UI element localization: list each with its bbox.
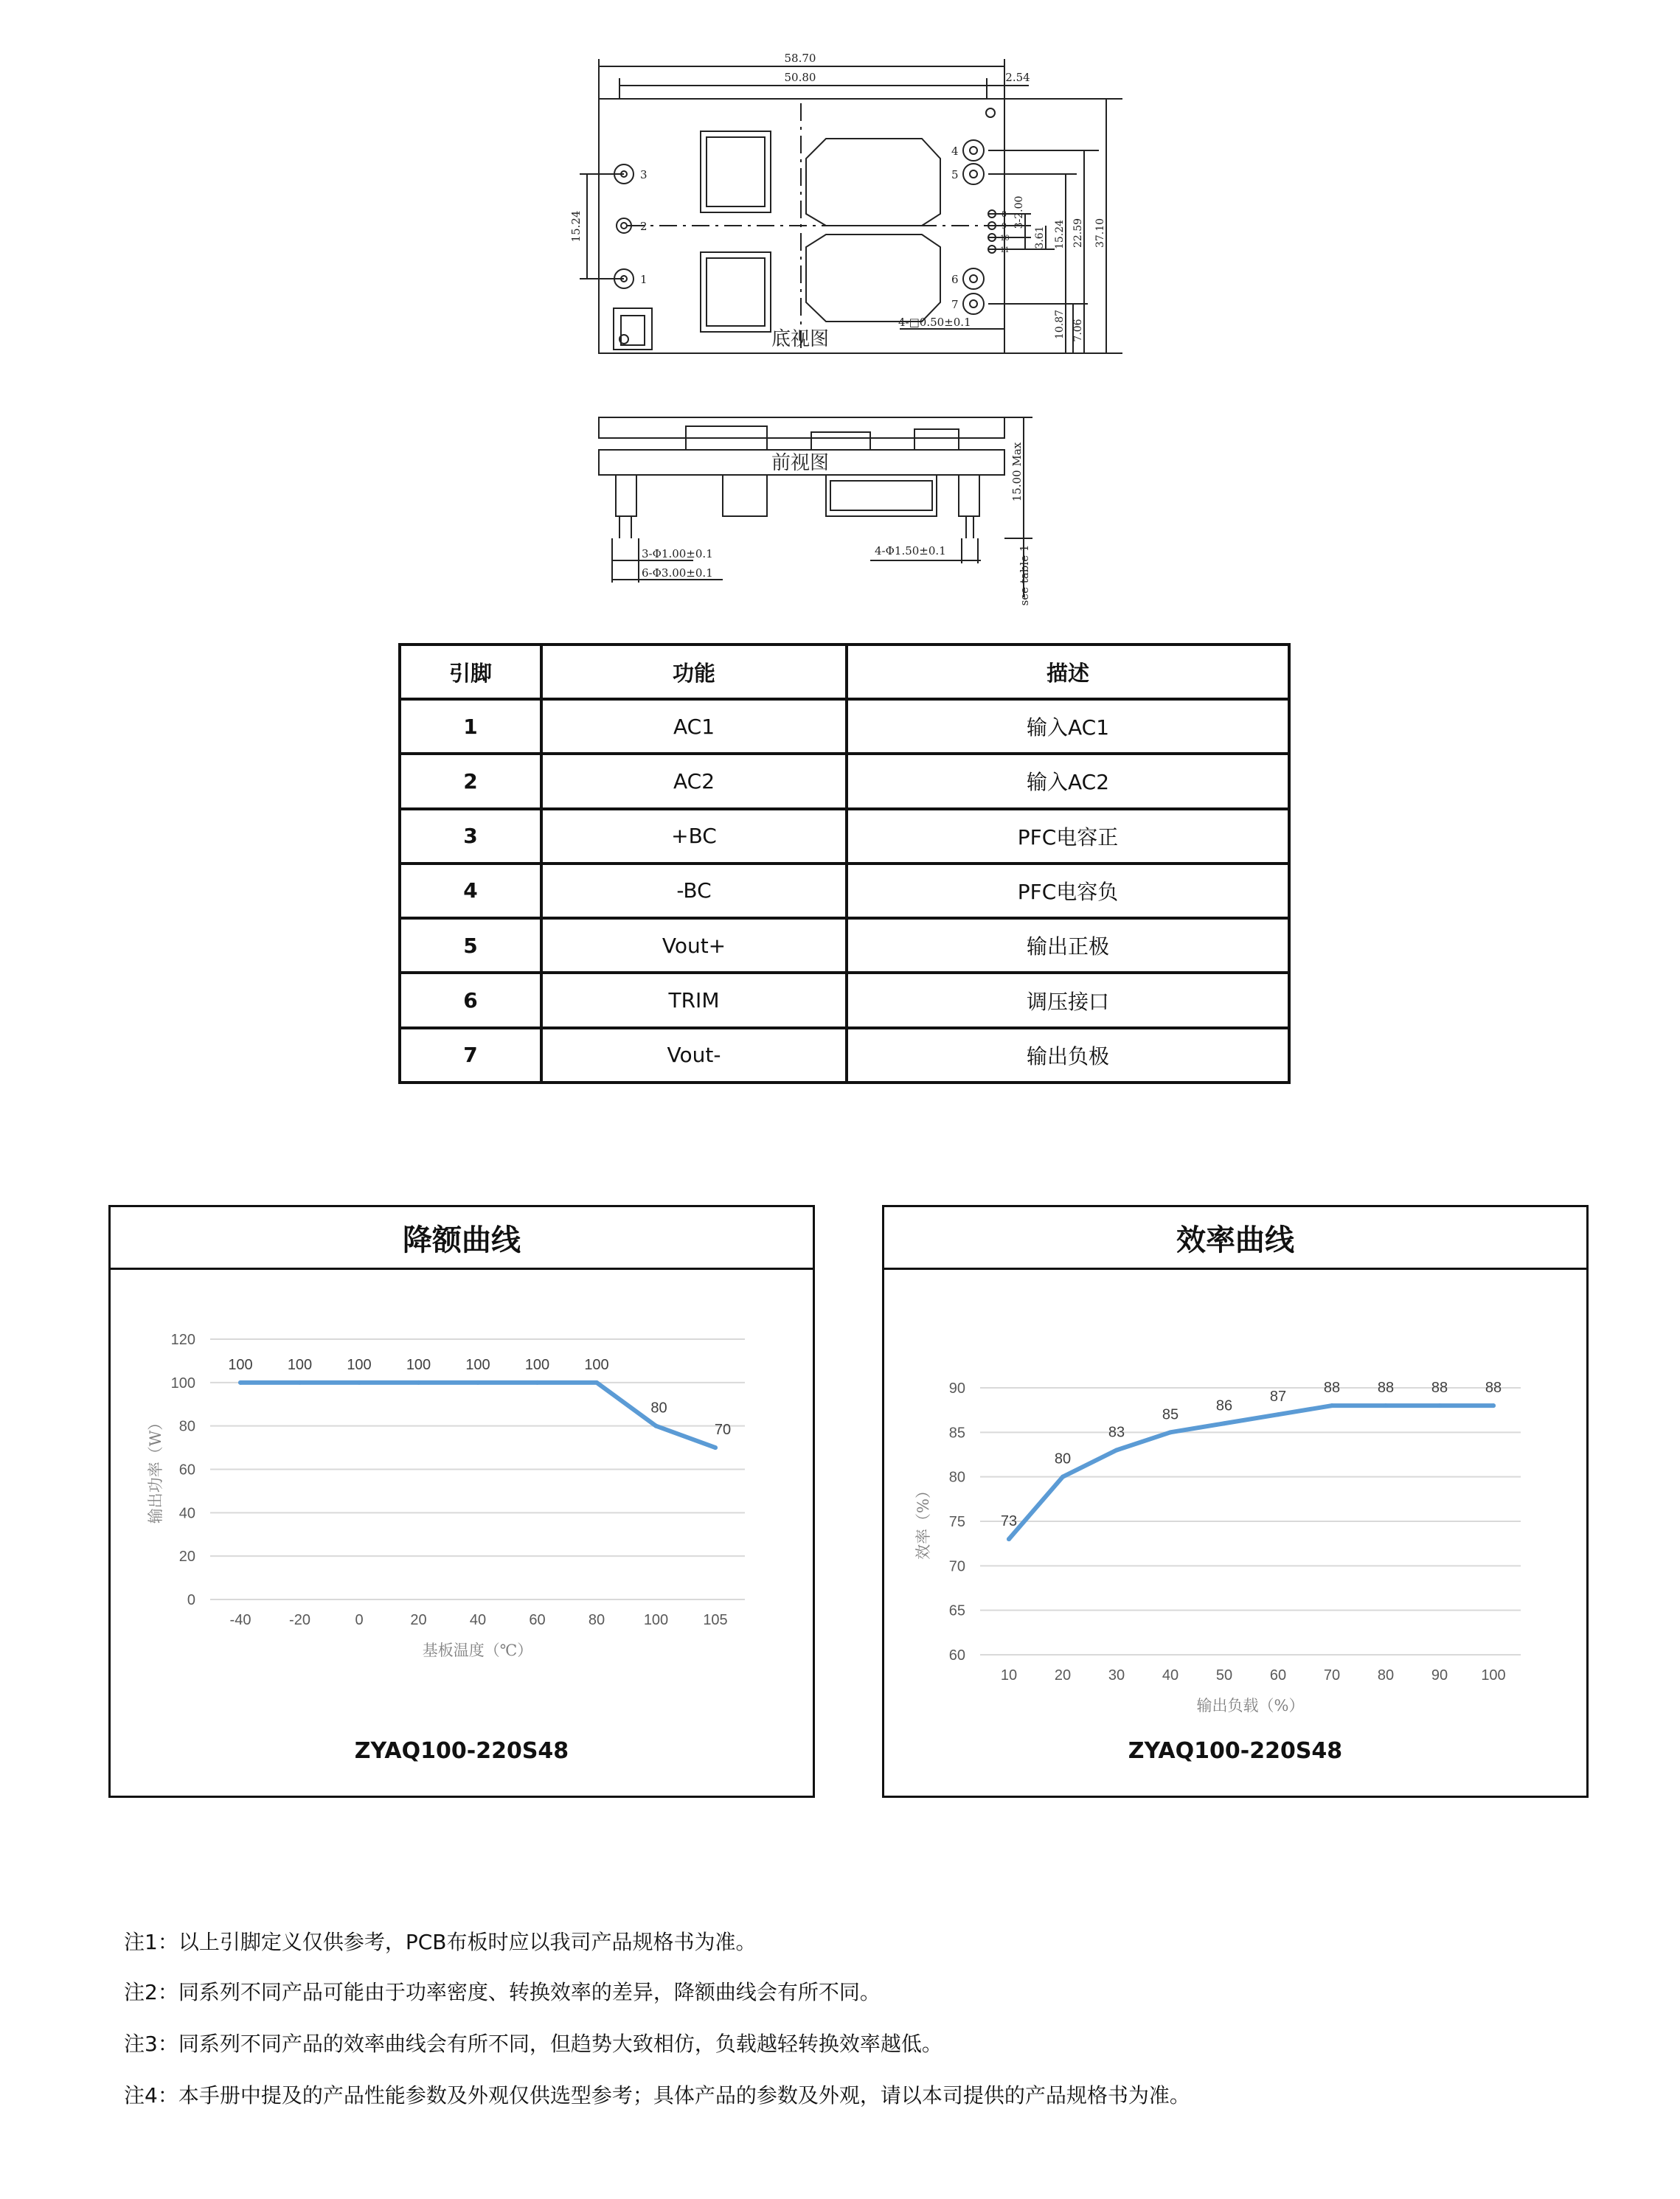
data-point <box>713 1445 718 1450</box>
dim-height-max: 15.00 Max <box>1010 442 1024 502</box>
pin-label-10: 10 <box>1000 235 1010 243</box>
data-point <box>1437 1403 1442 1408</box>
data-point <box>1491 1403 1496 1408</box>
dim-width-inner: 50.80 <box>784 71 816 84</box>
note-3: 注3：同系列不同产品的效率曲线会有所不同，但趋势大致相仿，负载越轻转换效率越低。 <box>124 2032 943 2056</box>
pin-function: -BC <box>541 864 847 918</box>
data-label: 83 <box>1108 1424 1125 1441</box>
data-label: 70 <box>714 1422 732 1439</box>
data-point <box>1168 1430 1173 1434</box>
dim-edge-offset: 2.54 <box>1005 71 1030 84</box>
x-axis-title: 基板温度（℃） <box>422 1642 533 1659</box>
dim-pin-dia-mid: 4-Φ1.50±0.1 <box>875 544 946 557</box>
data-point <box>594 1380 599 1385</box>
x-tick-label: -40 <box>229 1612 251 1628</box>
x-tick-label: 105 <box>703 1612 728 1628</box>
pin-description: 输入AC2 <box>847 754 1289 808</box>
pin-description: PFC电容负 <box>847 864 1289 918</box>
y-tick-label: 90 <box>948 1380 965 1397</box>
data-label: 85 <box>1162 1406 1179 1423</box>
x-tick-label: 90 <box>1431 1667 1448 1684</box>
data-label: 88 <box>1377 1380 1395 1397</box>
data-label: 100 <box>228 1356 253 1373</box>
pin-number: 3 <box>400 809 541 864</box>
mechanical-drawing <box>0 0 1680 612</box>
x-tick-label: 20 <box>1054 1667 1072 1684</box>
x-tick-label: 30 <box>1108 1667 1125 1684</box>
pin-description: 调压接口 <box>847 973 1289 1027</box>
pin-function: TRIM <box>541 973 847 1027</box>
data-point <box>1276 1412 1280 1417</box>
pin-label-11: 11 <box>1000 246 1010 254</box>
table-row <box>400 699 1289 754</box>
data-label: 100 <box>584 1356 609 1373</box>
pin-number: 7 <box>400 1028 541 1083</box>
pin-number: 6 <box>400 973 541 1027</box>
data-label: 80 <box>1054 1451 1072 1467</box>
pin-description: 输出负极 <box>847 1028 1289 1083</box>
x-tick-label: 60 <box>1269 1667 1287 1684</box>
table-row <box>400 1028 1289 1083</box>
x-tick-label: 100 <box>1481 1667 1506 1684</box>
dim-signal-pitch: 3-2.00 <box>1013 195 1025 229</box>
pin-label-8: 8 <box>1002 209 1007 219</box>
data-label: 73 <box>1000 1513 1018 1530</box>
data-point <box>535 1380 540 1385</box>
x-tick-label: 50 <box>1215 1667 1233 1684</box>
dim-pin-dia-small: 3-Φ1.00±0.1 <box>642 547 713 560</box>
y-tick-label: 70 <box>948 1558 965 1575</box>
table-row <box>400 864 1289 918</box>
pin-description: PFC电容正 <box>847 809 1289 864</box>
data-label: 88 <box>1431 1380 1448 1397</box>
data-label: 100 <box>347 1356 372 1373</box>
x-tick-label: 80 <box>588 1612 605 1628</box>
y-axis-title: 输出功率（W） <box>147 1414 164 1524</box>
data-point <box>1007 1537 1011 1541</box>
y-tick-label: 0 <box>187 1592 195 1608</box>
x-tick-label: 80 <box>1377 1667 1395 1684</box>
data-label: 88 <box>1323 1380 1341 1397</box>
table-row <box>400 809 1289 864</box>
pin-number: 4 <box>400 864 541 918</box>
dim-2259: 22.59 <box>1072 218 1084 249</box>
data-point <box>357 1380 361 1385</box>
dim-left-spacing: 15.24 <box>569 210 583 243</box>
note-4: 注4：本手册中提及的产品性能参数及外观仅供选型参考；具体产品的参数及外观，请以本司提供的产品规格书为准。 <box>124 2083 1190 2108</box>
derating-chart <box>111 1270 813 1727</box>
pin-function: AC2 <box>541 754 847 808</box>
series-line <box>240 1383 715 1448</box>
dim-1087: 10.87 <box>1054 309 1066 340</box>
y-tick-label: 80 <box>948 1469 965 1486</box>
header-function: 功能 <box>541 645 847 699</box>
data-label: 100 <box>287 1356 313 1373</box>
pin-number: 2 <box>400 754 541 808</box>
see-table-note: see table 1 <box>1018 544 1031 606</box>
efficiency-chart-title: 效率曲线 <box>884 1207 1586 1270</box>
data-label: 87 <box>1269 1389 1287 1406</box>
y-tick-label: 75 <box>948 1514 965 1530</box>
data-label: 100 <box>524 1356 550 1373</box>
x-tick-label: -20 <box>289 1612 310 1628</box>
data-point <box>1384 1403 1388 1408</box>
table-row <box>400 754 1289 808</box>
x-tick-label: 0 <box>355 1612 364 1628</box>
derating-chart-panel <box>108 1205 815 1798</box>
data-point <box>654 1424 659 1428</box>
data-point <box>1330 1403 1334 1408</box>
dim-1524-right: 15.24 <box>1054 219 1066 250</box>
x-tick-label: 70 <box>1323 1667 1341 1684</box>
x-tick-label: 40 <box>1162 1667 1179 1684</box>
bottom-view-label: 底视图 <box>771 328 830 350</box>
data-point <box>1061 1475 1065 1479</box>
pin-description: 输出正极 <box>847 918 1289 973</box>
derating-chart-model: ZYAQ100-220S48 <box>354 1738 569 1764</box>
pin-function: +BC <box>541 809 847 864</box>
y-tick-label: 65 <box>948 1602 965 1619</box>
y-tick-label: 20 <box>178 1549 195 1566</box>
x-axis-title: 输出负载（%） <box>1196 1697 1305 1715</box>
pin-label-3: 3 <box>640 168 648 181</box>
y-tick-label: 60 <box>178 1462 195 1479</box>
header-pin: 引脚 <box>400 645 541 699</box>
y-tick-label: 40 <box>178 1505 195 1522</box>
pin-label-7: 7 <box>951 298 959 311</box>
pin-number: 5 <box>400 918 541 973</box>
dim-361: 3.61 <box>1034 226 1046 249</box>
efficiency-chart-model: ZYAQ100-220S48 <box>1128 1738 1343 1764</box>
data-point <box>298 1380 302 1385</box>
pin-label-6: 6 <box>951 273 959 286</box>
data-label: 80 <box>650 1400 667 1417</box>
y-tick-label: 85 <box>948 1425 965 1442</box>
y-tick-label: 80 <box>178 1418 195 1435</box>
pin-function: Vout- <box>541 1028 847 1083</box>
dim-square-pin: 4-□0.50±0.1 <box>898 316 971 329</box>
pin-label-9: 9 <box>1002 221 1007 231</box>
x-tick-label: 60 <box>529 1612 546 1628</box>
y-axis-title: 效率（%） <box>914 1483 932 1560</box>
pin-definition-table <box>398 643 1291 1084</box>
table-header-row <box>400 645 1289 699</box>
x-tick-label: 10 <box>1000 1667 1018 1684</box>
note-1: 注1：以上引脚定义仅供参考，PCB布板时应以我司产品规格书为准。 <box>124 1930 757 1954</box>
pin-label-1: 1 <box>640 273 648 286</box>
y-tick-label: 100 <box>170 1375 195 1392</box>
x-tick-label: 100 <box>643 1612 669 1628</box>
series-line <box>1009 1406 1493 1539</box>
y-tick-label: 60 <box>948 1647 965 1664</box>
note-2: 注2：同系列不同产品可能由于功率密度、转换效率的差异，降额曲线会有所不同。 <box>124 1980 881 2004</box>
efficiency-chart <box>884 1270 1586 1727</box>
front-view-label: 前视图 <box>771 452 830 474</box>
data-point <box>1114 1448 1119 1452</box>
table-row <box>400 973 1289 1027</box>
data-point <box>417 1380 421 1385</box>
pin-label-4: 4 <box>951 145 959 158</box>
dim-3710: 37.10 <box>1094 218 1106 249</box>
dim-pin-dia-big: 6-Φ3.00±0.1 <box>642 566 713 580</box>
data-point <box>238 1380 243 1385</box>
pin-label-2: 2 <box>640 220 648 233</box>
x-tick-label: 40 <box>469 1612 487 1628</box>
dim-width-total: 58.70 <box>784 52 816 65</box>
data-point <box>1222 1421 1226 1425</box>
y-tick-label: 120 <box>170 1332 195 1348</box>
efficiency-chart-panel <box>882 1205 1589 1798</box>
data-label: 100 <box>465 1356 490 1373</box>
derating-chart-title: 降额曲线 <box>111 1207 813 1270</box>
header-description: 描述 <box>847 645 1289 699</box>
pin-function: Vout+ <box>541 918 847 973</box>
data-point <box>476 1380 480 1385</box>
data-label: 88 <box>1485 1380 1502 1397</box>
data-label: 86 <box>1215 1397 1233 1414</box>
pin-number: 1 <box>400 699 541 754</box>
x-tick-label: 20 <box>410 1612 427 1628</box>
pin-label-5: 5 <box>951 168 959 181</box>
table-row <box>400 918 1289 973</box>
dim-706: 7.06 <box>1072 319 1084 342</box>
pin-description: 输入AC1 <box>847 699 1289 754</box>
pin-function: AC1 <box>541 699 847 754</box>
data-label: 100 <box>406 1356 431 1373</box>
